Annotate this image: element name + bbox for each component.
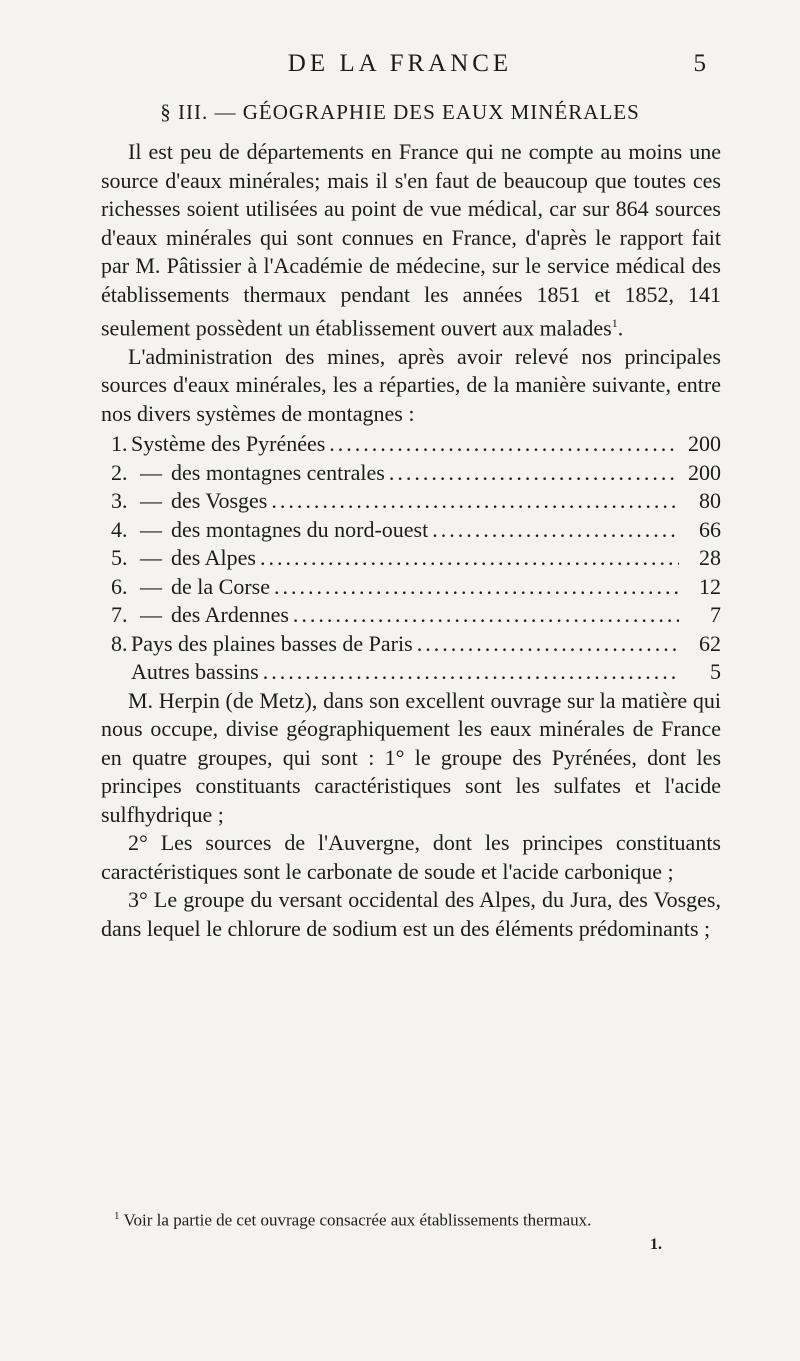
- item-dash: —: [140, 516, 162, 542]
- footnote-mark: 1: [114, 1210, 120, 1222]
- item-value: 200: [688, 459, 721, 485]
- section-heading: § III. — GÉOGRAPHIE DES EAUX MINÉRALES: [160, 100, 640, 124]
- item-number: 5.: [111, 545, 128, 571]
- item-label: Pays des plaines basses de Paris: [131, 630, 413, 656]
- list-item: [101, 630, 721, 659]
- item-value: 66: [699, 516, 721, 542]
- leader-dots: [329, 430, 679, 459]
- leader-dots: [389, 459, 679, 488]
- running-head-title: DE LA FRANCE: [287, 50, 513, 77]
- item-dash: —: [140, 459, 162, 485]
- item-label: Autres bassins: [131, 659, 259, 685]
- footnote-text: Voir la partie de cet ouvrage consacrée aux établissements thermaux.: [123, 1210, 592, 1230]
- list-item: [101, 544, 721, 573]
- leader-dots: [293, 601, 679, 630]
- list-item: [101, 430, 721, 459]
- list-item: [101, 459, 721, 488]
- list-item: [101, 573, 721, 602]
- item-number: 2.: [111, 459, 128, 485]
- mountain-systems-list: [101, 430, 721, 687]
- paragraph-intro-text: Il est peu de départements en France qui ne compte au moins une source d'eaux minérales; mais il s'en faut de beaucoup que toutes ces richesses soient utilisées au point de vue médical, car sur 864 sources d'eaux minérales qui sont connues en France, d'après le rapport fait par M. Pâtissier à l'Académie de médecine, sur le service médical des établissements thermaux pendant les années 1851 et 1852, 141 seulement possèdent un établissement ouvert aux malades: [101, 139, 721, 341]
- footnote: [114, 1210, 714, 1231]
- item-label: de la Corse: [171, 573, 270, 599]
- leader-dots: [417, 630, 679, 659]
- list-item: [101, 601, 721, 630]
- item-number: 4.: [111, 516, 128, 542]
- item-value: 12: [699, 573, 721, 599]
- item-number: 3.: [111, 488, 128, 514]
- item-number: 1.: [111, 431, 128, 457]
- paragraph-herpin: M. Herpin (de Metz), dans son excellent ouvrage sur la matière qui nous occupe, divise géographiquement les eaux minérales de France en quatre groupes, qui sont : 1° le groupe des Pyrénées, dont les principes constituants caractéristiques sont les sulfates et l'acide sulfhydrique ;: [101, 687, 721, 827]
- footnote-reference: 1: [611, 316, 618, 330]
- paragraph-intro-end: .: [617, 315, 624, 341]
- signature-mark: 1.: [650, 1236, 662, 1253]
- item-label: Système des Pyrénées: [131, 431, 326, 457]
- running-head: [80, 50, 720, 84]
- leader-dots: [432, 516, 679, 545]
- item-number: 7.: [111, 602, 128, 628]
- list-item: [101, 487, 721, 516]
- item-label: des Vosges: [171, 488, 268, 514]
- leader-dots: [263, 658, 679, 687]
- leader-dots: [271, 487, 679, 516]
- page-number: 5: [693, 50, 706, 77]
- item-dash: —: [140, 545, 162, 571]
- leader-dots: [260, 544, 679, 573]
- item-dash: —: [140, 488, 162, 514]
- paragraph-administration: L'administration des mines, après avoir relevé nos principales sources d'eaux minérales, les a réparties, de la manière suivante, entre nos divers systèmes de montagnes :: [101, 343, 721, 426]
- paragraph-intro: [101, 138, 721, 343]
- item-label: des Ardennes: [171, 602, 289, 628]
- item-label: des montagnes centrales: [171, 459, 385, 485]
- item-value: 28: [699, 545, 721, 571]
- item-value: 200: [688, 431, 721, 457]
- item-label: des montagnes du nord-ouest: [171, 516, 429, 542]
- list-item-other-basins: [101, 658, 721, 687]
- item-value: 62: [699, 630, 721, 656]
- item-number: 6.: [111, 573, 128, 599]
- item-value: 80: [699, 488, 721, 514]
- item-number: 8.: [111, 630, 128, 656]
- paragraph-alpes: 3° Le groupe du versant occidental des Alpes, du Jura, des Vosges, dans lequel le chlorure de sodium est un des éléments prédominants ;: [101, 887, 721, 941]
- item-dash: —: [140, 573, 162, 599]
- item-value: 7: [710, 602, 721, 628]
- item-dash: —: [140, 602, 162, 628]
- list-item: [101, 516, 721, 545]
- item-value: 5: [710, 659, 721, 685]
- paragraph-auvergne: 2° Les sources de l'Auvergne, dont les principes constituants caractéristiques sont le carbonate de soude et l'acide carbonique ;: [101, 830, 721, 884]
- body-text: [101, 138, 721, 943]
- leader-dots: [274, 573, 679, 602]
- item-label: des Alpes: [171, 545, 256, 571]
